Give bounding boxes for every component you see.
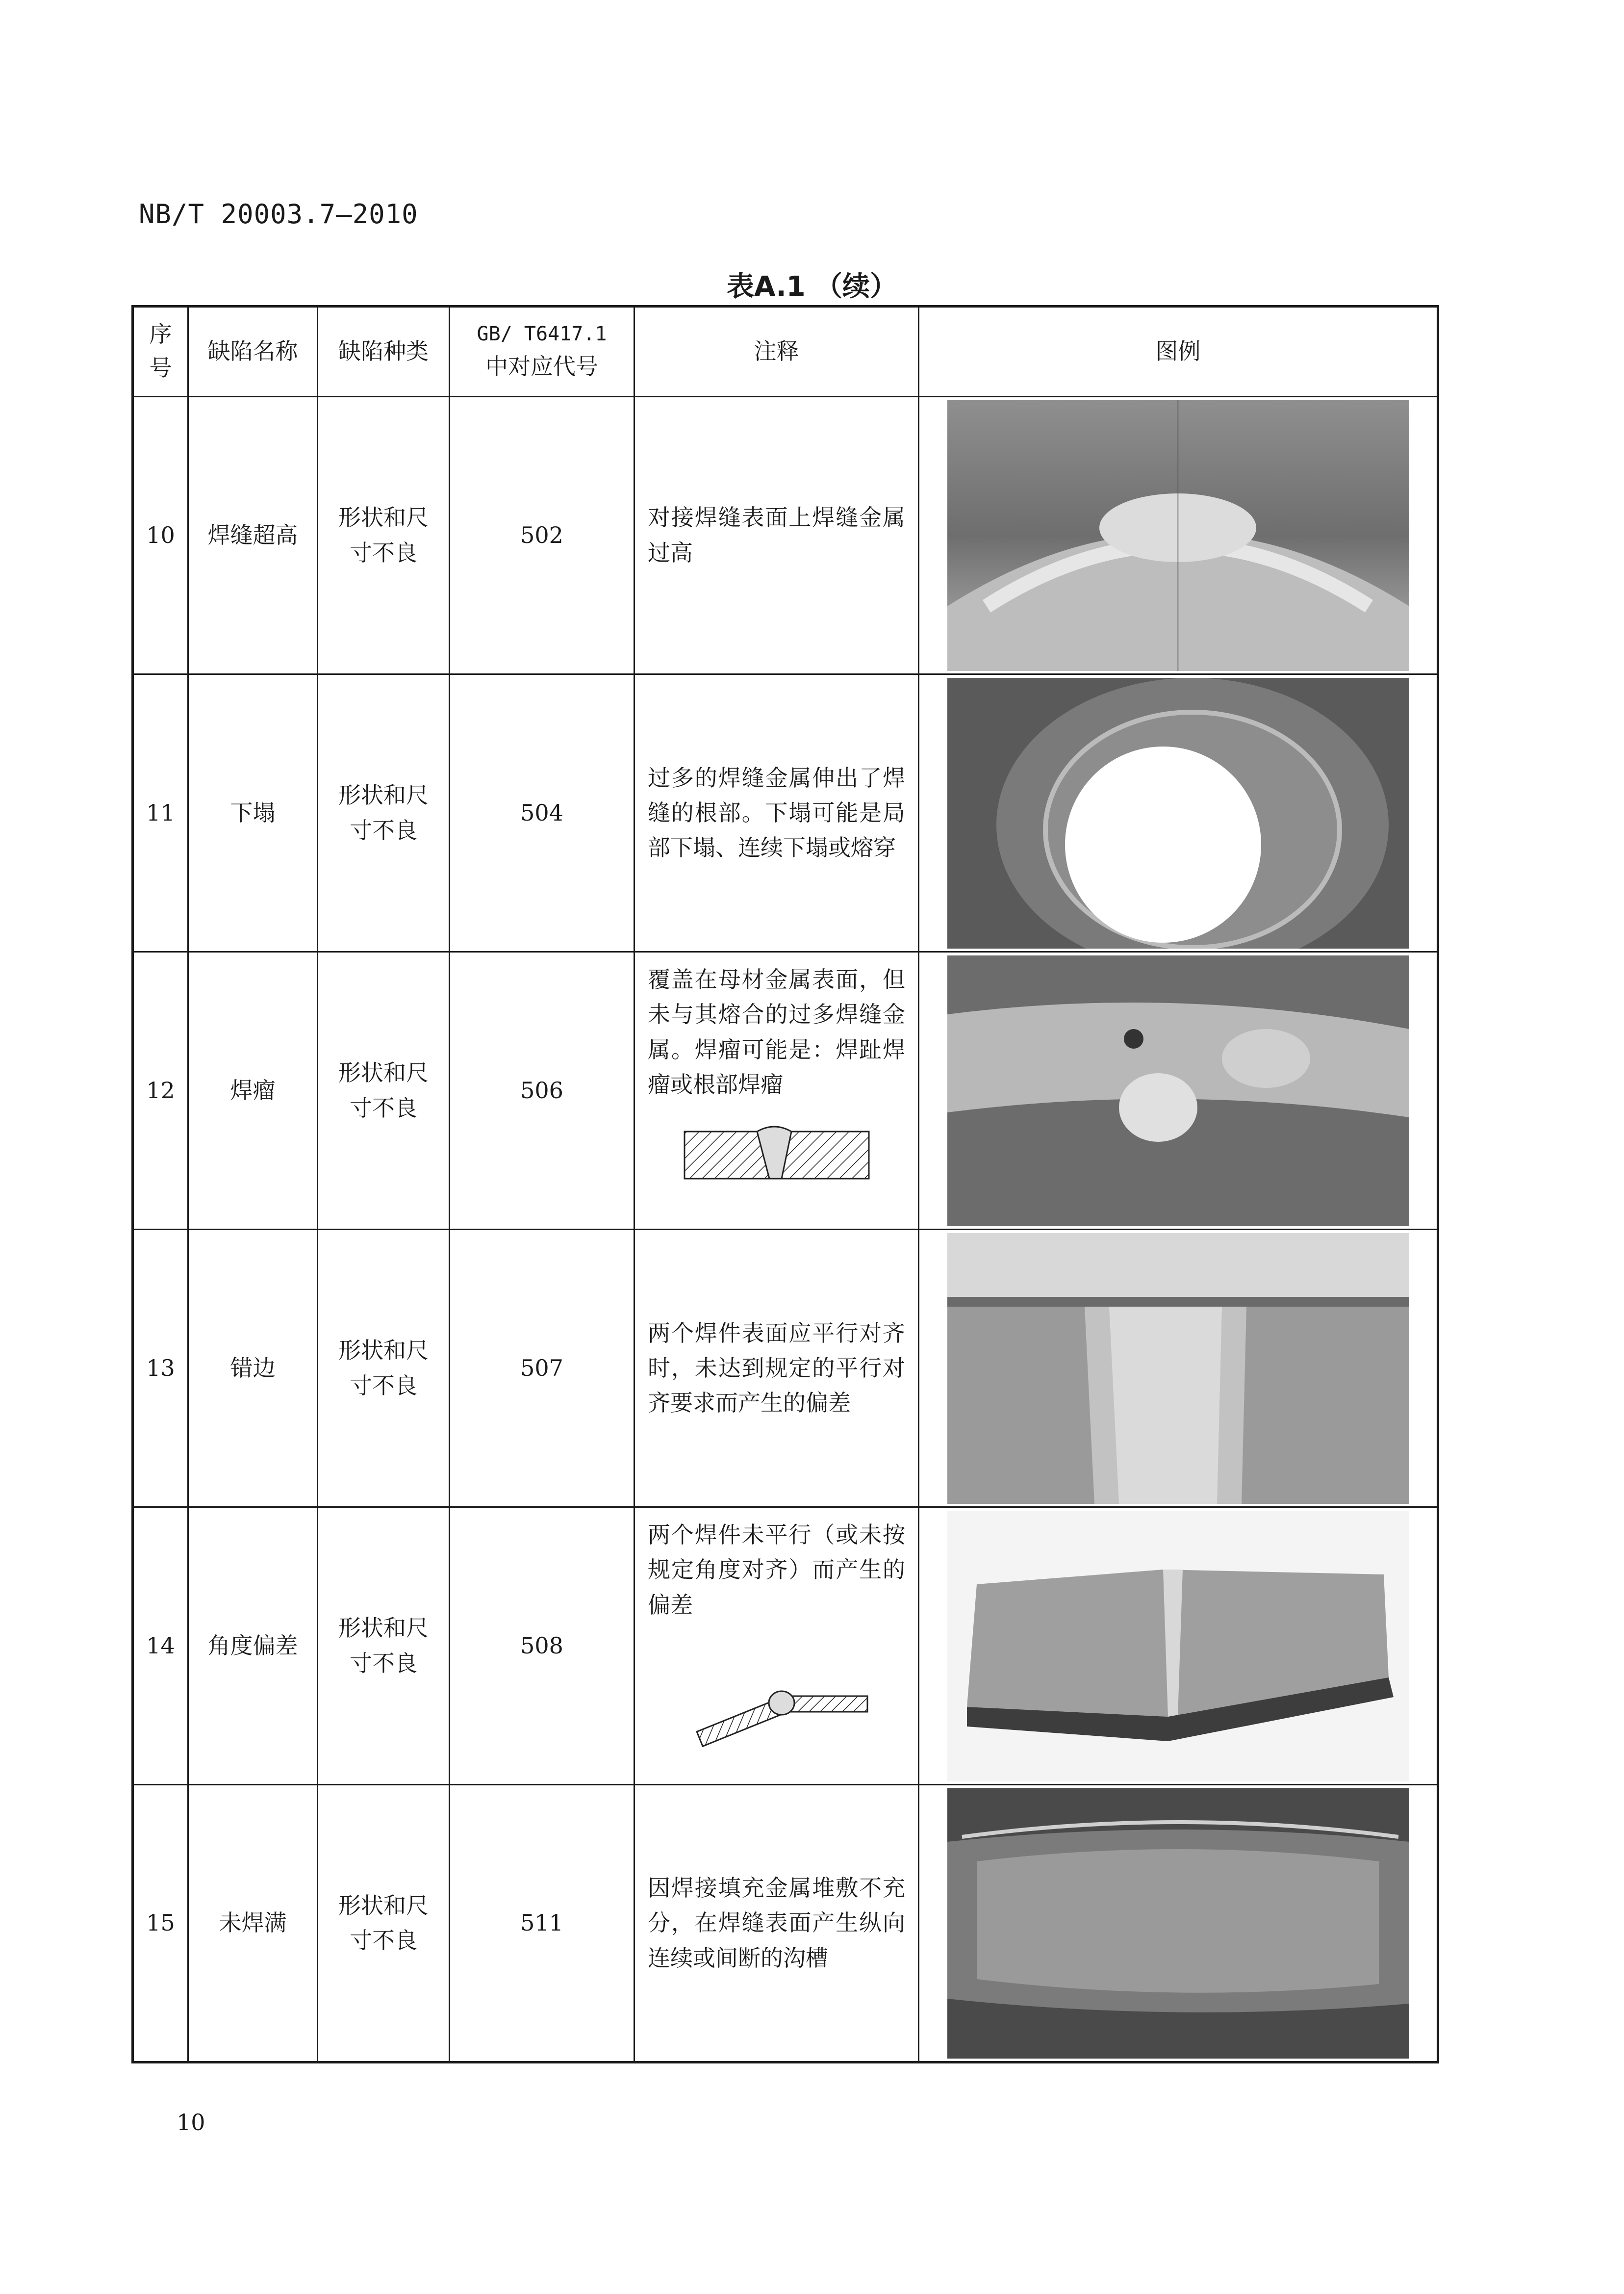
row-code: 504 xyxy=(450,674,634,952)
row-seq: 13 xyxy=(133,1230,188,1507)
row-name: 错边 xyxy=(188,1230,318,1507)
header-note: 注释 xyxy=(634,307,919,397)
row-code: 507 xyxy=(450,1230,634,1507)
defect-table xyxy=(131,305,1439,2063)
table-row xyxy=(133,1785,1438,2062)
row-figure xyxy=(919,1230,1438,1507)
row-figure xyxy=(919,397,1438,674)
row-name: 焊缝超高 xyxy=(188,397,318,674)
table-row xyxy=(133,952,1438,1230)
table-row xyxy=(133,674,1438,952)
row-figure xyxy=(919,1785,1438,2062)
header-code-line2: 中对应代号 xyxy=(485,353,598,380)
row-code: 511 xyxy=(450,1785,634,2062)
row-category: 形状和尺寸不良 xyxy=(318,1785,450,2062)
row-seq: 15 xyxy=(133,1785,188,2062)
header-figure: 图例 xyxy=(919,307,1438,397)
row-name: 未焊满 xyxy=(188,1785,318,2062)
header-seq: 序号 xyxy=(133,307,188,397)
document-code: NB/T 20003.7—2010 xyxy=(139,199,418,230)
row-seq: 14 xyxy=(133,1507,188,1785)
angular-misalignment-photo xyxy=(947,1511,1409,1781)
overlap-cross-section-sketch xyxy=(684,1122,870,1181)
table-title: 表A.1 （续） xyxy=(726,271,898,303)
row-seq: 10 xyxy=(133,397,188,674)
row-category: 形状和尺寸不良 xyxy=(318,1230,450,1507)
row-note: 过多的焊缝金属伸出了焊缝的根部。下塌可能是局部下塌、连续下塌或熔穿 xyxy=(634,674,919,952)
row-category: 形状和尺寸不良 xyxy=(318,952,450,1230)
misalignment-photo xyxy=(947,1233,1409,1504)
table-row xyxy=(133,397,1438,674)
row-note: 因焊接填充金属堆敷不充分，在焊缝表面产生纵向连续或间断的沟槽 xyxy=(634,1785,919,2062)
row-note: 两个焊件表面应平行对齐时，未达到规定的平行对齐要求而产生的偏差 xyxy=(634,1230,919,1507)
row-seq: 12 xyxy=(133,952,188,1230)
header-name: 缺陷名称 xyxy=(188,307,318,397)
row-name: 角度偏差 xyxy=(188,1507,318,1785)
row-code: 502 xyxy=(450,397,634,674)
row-name: 焊瘤 xyxy=(188,952,318,1230)
row-code: 506 xyxy=(450,952,634,1230)
table-row xyxy=(133,1230,1438,1507)
row-note: 对接焊缝表面上焊缝金属过高 xyxy=(634,397,919,674)
row-category: 形状和尺寸不良 xyxy=(318,1507,450,1785)
row-figure xyxy=(919,674,1438,952)
root-sagging-photo xyxy=(947,678,1409,949)
weld-reinforcement-photo xyxy=(947,400,1409,671)
row-figure xyxy=(919,952,1438,1230)
row-note: 两个焊件未平行（或未按规定角度对齐）而产生的偏差 xyxy=(634,1507,919,1785)
angular-misalignment-sketch xyxy=(684,1681,870,1755)
header-code xyxy=(450,307,634,397)
table-row xyxy=(133,1507,1438,1785)
row-category: 形状和尺寸不良 xyxy=(318,674,450,952)
row-name: 下塌 xyxy=(188,674,318,952)
row-seq: 11 xyxy=(133,674,188,952)
header-code-line1: GB/ T6417.1 xyxy=(477,323,607,346)
table-header-row xyxy=(133,307,1438,397)
overlap-photo xyxy=(947,955,1409,1226)
header-category: 缺陷种类 xyxy=(318,307,450,397)
incompletely-filled-groove-photo xyxy=(947,1788,1409,2059)
page-number: 10 xyxy=(177,2109,205,2136)
row-figure xyxy=(919,1507,1438,1785)
row-category: 形状和尺寸不良 xyxy=(318,397,450,674)
row-code: 508 xyxy=(450,1507,634,1785)
row-note: 覆盖在母材金属表面，但未与其熔合的过多焊缝金属。焊瘤可能是：焊趾焊瘤或根部焊瘤 xyxy=(634,952,919,1230)
